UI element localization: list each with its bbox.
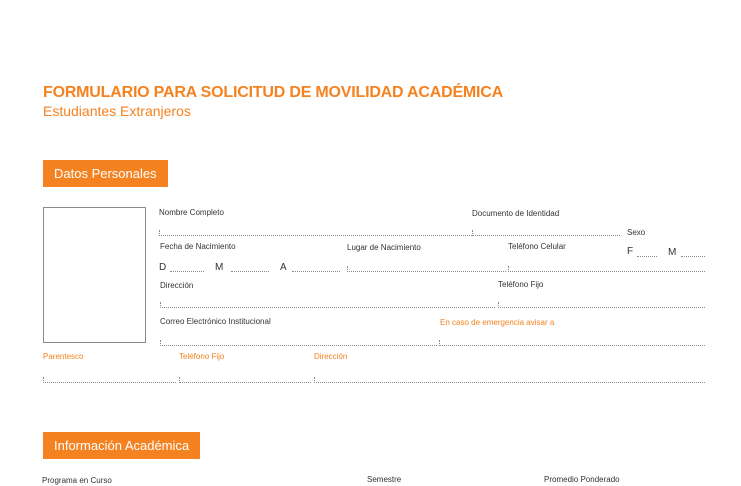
landline-label: Teléfono Fijo: [498, 280, 544, 289]
full-name-field[interactable]: [159, 235, 472, 236]
birth-date-label: Fecha de Nacimiento: [160, 242, 236, 251]
emergency-contact-label: En caso de emergencia avisar a: [440, 318, 555, 327]
birth-place-label: Lugar de Nacimiento: [347, 243, 421, 252]
birth-year-label: A: [280, 262, 287, 273]
field-tick: [508, 266, 509, 272]
birth-month-field[interactable]: [231, 271, 269, 272]
weighted-average-label: Promedio Ponderado: [544, 475, 620, 484]
sex-f-field[interactable]: [637, 256, 657, 257]
birth-place-field[interactable]: [347, 271, 506, 272]
emergency-address-label: Dirección: [314, 352, 348, 361]
field-tick: [498, 302, 499, 308]
emergency-landline-field[interactable]: [179, 382, 311, 383]
sex-label: Sexo: [627, 228, 646, 237]
current-program-label: Programa en Curso: [42, 476, 112, 485]
section-academic-info: Información Académica: [43, 432, 200, 459]
field-tick: [43, 377, 44, 383]
institutional-email-field[interactable]: [160, 345, 437, 346]
semester-label: Semestre: [367, 475, 402, 484]
address-label: Dirección: [160, 281, 194, 290]
birth-month-label: M: [215, 262, 224, 273]
relationship-field[interactable]: [43, 382, 176, 383]
birth-day-field[interactable]: [170, 271, 204, 272]
field-tick: [472, 230, 473, 236]
full-name-label: Nombre Completo: [159, 208, 224, 217]
birth-day-label: D: [159, 262, 167, 273]
field-tick: [347, 266, 348, 272]
field-tick: [160, 340, 161, 346]
emergency-landline-label: Teléfono Fijo: [179, 352, 225, 361]
section-personal-data: Datos Personales: [43, 160, 168, 187]
id-document-field[interactable]: [472, 235, 620, 236]
form-subtitle: Estudiantes Extranjeros: [43, 103, 191, 119]
field-tick: [439, 340, 440, 346]
institutional-email-label: Correo Electrónico Institucional: [160, 317, 271, 326]
field-tick: [159, 230, 160, 236]
form-title: FORMULARIO PARA SOLICITUD DE MOVILIDAD ACADÉMICA: [43, 84, 504, 101]
field-tick: [179, 377, 180, 383]
birth-year-field[interactable]: [292, 271, 340, 272]
landline-field[interactable]: [498, 307, 705, 308]
emergency-contact-field[interactable]: [439, 345, 705, 346]
sex-f-label: F: [627, 246, 634, 257]
mobile-phone-label: Teléfono Celular: [508, 242, 566, 251]
field-tick: [314, 377, 315, 383]
sex-m-field[interactable]: [681, 256, 705, 257]
emergency-address-field[interactable]: [314, 382, 705, 383]
address-field[interactable]: [160, 307, 495, 308]
field-tick: [160, 302, 161, 308]
mobile-phone-field[interactable]: [508, 271, 705, 272]
sex-m-label: M: [668, 247, 677, 258]
relationship-label: Parentesco: [43, 352, 84, 361]
photo-box[interactable]: [43, 207, 146, 343]
id-document-label: Documento de Identidad: [472, 209, 560, 218]
